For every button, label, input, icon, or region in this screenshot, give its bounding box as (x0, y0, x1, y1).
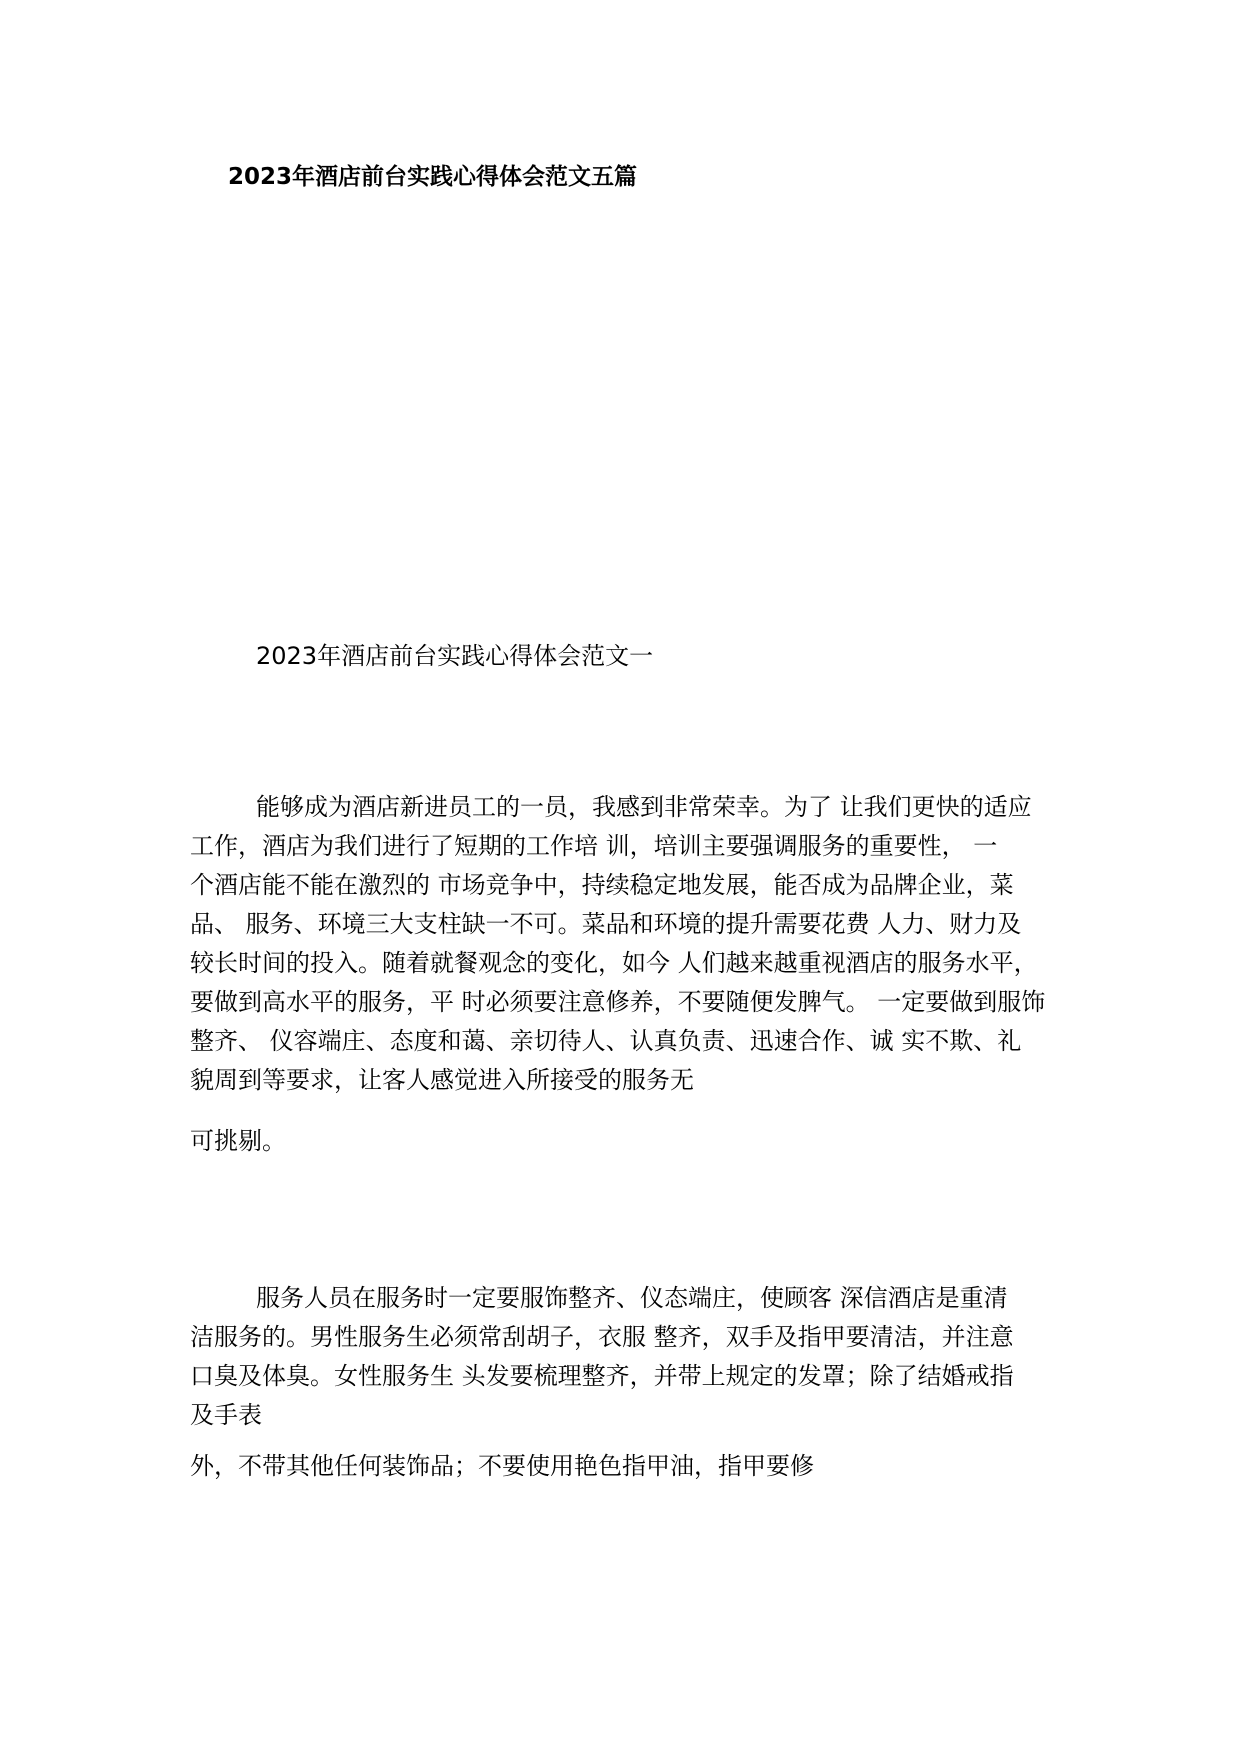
paragraph-line: 外，不带其他任何装饰品；不要使用艳色指甲油，指甲要修 (190, 1452, 814, 1480)
paragraph-line: 及手表 (190, 1401, 262, 1429)
paragraph-1-tail (190, 1122, 1070, 1161)
document-title: 2023年酒店前台实践心得体会范文五篇 (228, 164, 638, 190)
paragraph-line: 要做到高水平的服务，平 时必须要注意修养，不要随便发脾气。 一定要做到服饰 (190, 988, 1046, 1016)
paragraph-1 (190, 788, 1070, 1100)
paragraph-line: 整齐、 仪容端庄、态度和蔼、亲切待人、认真负责、迅速合作、诚 实不欺、礼 (190, 1027, 1022, 1055)
paragraph-line: 能够成为酒店新进员工的一员，我感到非常荣幸。为了 让我们更快的适应 (256, 793, 1032, 821)
paragraph-2-tail (190, 1447, 1070, 1486)
section-heading: 2023年酒店前台实践心得体会范文一 (256, 642, 654, 670)
paragraph-2 (190, 1279, 1070, 1435)
paragraph-line: 较长时间的投入。随着就餐观念的变化，如今 人们越来越重视酒店的服务水平， (190, 949, 1038, 977)
paragraph-line: 服务人员在服务时一定要服饰整齐、仪态端庄，使顾客 深信酒店是重清 (256, 1284, 1008, 1312)
paragraph-line: 工作，酒店为我们进行了短期的工作培 训，培训主要强调服务的重要性， 一 (190, 832, 998, 860)
paragraph-line: 品、 服务、环境三大支柱缺一不可。菜品和环境的提升需要花费 人力、财力及 (190, 910, 1022, 938)
paragraph-line: 貌周到等要求，让客人感觉进入所接受的服务无 (190, 1066, 694, 1094)
paragraph-line: 可挑剔。 (190, 1127, 286, 1155)
paragraph-line: 口臭及体臭。女性服务生 头发要梳理整齐，并带上规定的发罩；除了结婚戒指 (190, 1362, 1014, 1390)
paragraph-line: 个酒店能不能在激烈的 市场竞争中，持续稳定地发展，能否成为品牌企业，菜 (190, 871, 1014, 899)
paragraph-line: 洁服务的。男性服务生必须常刮胡子，衣服 整齐，双手及指甲要清洁，并注意 (190, 1323, 1014, 1351)
